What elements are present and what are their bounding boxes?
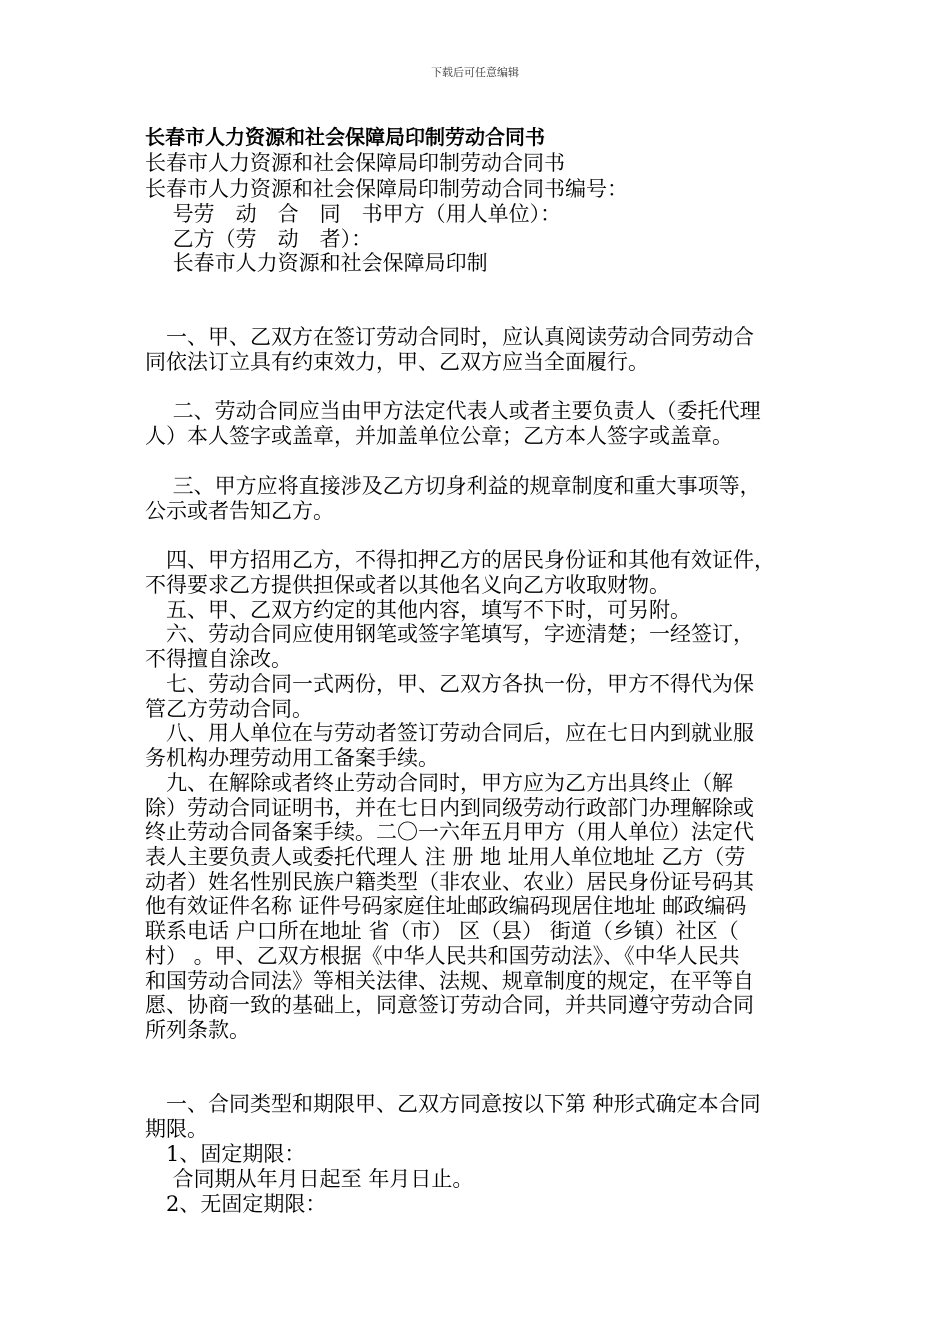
text-line: 一、甲、乙双方在签订劳动合同时，应认真阅读劳动合同劳动合 (145, 325, 754, 349)
text-line: 2、无固定期限： (145, 1192, 327, 1216)
text-line: 除）劳动合同证明书，并在七日内到同级劳动行政部门办理解除或 (145, 796, 754, 820)
text-line: 长春市人力资源和社会保障局印制劳动合同书 (145, 151, 565, 175)
text-line: 他有效证件名称 证件号码家庭住址邮政编码现居住地址 邮政编码 (145, 894, 747, 918)
text-line: 六、劳动合同应使用钢笔或签字笔填写，字迹清楚；一经签订， (145, 622, 754, 646)
text-line: 联系电话 户口所在地址 省（市） 区（县） 街道（乡镇）社区（ (145, 919, 739, 943)
text-line: 1、固定期限： (145, 1142, 306, 1166)
text-line: 号劳 动 合 同 书甲方（用人单位）： (145, 202, 562, 226)
text-line: 七、劳动合同一式两份，甲、乙双方各执一份，甲方不得代为保 (145, 672, 754, 696)
text-line: 公示或者告知乙方。 (145, 499, 334, 523)
text-line: 合同期从年月日起至 年月日止。 (145, 1167, 474, 1191)
text-line: 和国劳动合同法》等相关法律、法规、规章制度的规定，在平等自 (145, 969, 754, 993)
text-line: 乙方（劳 动 者）： (145, 227, 373, 251)
text-line: 同依法订立具有约束效力，甲、乙双方应当全面履行。 (145, 350, 649, 374)
text-line: 务机构办理劳动用工备案手续。 (145, 746, 439, 770)
text-line: 八、用人单位在与劳动者签订劳动合同后，应在七日内到就业服 (145, 721, 754, 745)
text-line: 期限。 (145, 1117, 208, 1141)
text-line: 不得要求乙方提供担保或者以其他名义向乙方收取财物。 (145, 573, 670, 597)
text-line: 动者）姓名性别民族户籍类型（非农业、农业）居民身份证号码其 (145, 870, 754, 894)
text-line: 四、甲方招用乙方，不得扣押乙方的居民身份证和其他有效证件， (145, 548, 775, 572)
text-line: 三、甲方应将直接涉及乙方切身利益的规章制度和重大事项等， (145, 474, 761, 498)
text-line: 村） 。甲、乙双方根据《中华人民共和国劳动法》、《中华人民共 (145, 944, 740, 968)
header-note: 下载后可任意编辑 (431, 66, 519, 79)
text-line: 人）本人签字或盖章，并加盖单位公章；乙方本人签字或盖章。 (145, 424, 733, 448)
text-line: 九、在解除或者终止劳动合同时，甲方应为乙方出具终止（解 (145, 771, 733, 795)
text-line: 所列条款。 (145, 1018, 250, 1042)
text-line: 五、甲、乙双方约定的其他内容，填写不下时，可另附。 (145, 598, 691, 622)
text-line: 终止劳动合同备案手续。二〇一六年五月甲方（用人单位）法定代 (145, 820, 754, 844)
text-line: 一、合同类型和期限甲、乙双方同意按以下第 种形式确定本合同 (145, 1092, 761, 1116)
text-line: 长春市人力资源和社会保障局印制劳动合同书编号： (145, 177, 628, 201)
text-line: 二、劳动合同应当由甲方法定代表人或者主要负责人（委托代理 (145, 399, 761, 423)
text-line: 管乙方劳动合同。 (145, 697, 313, 721)
text-line: 长春市人力资源和社会保障局印制 (145, 251, 488, 275)
text-line: 表人主要负责人或委托代理人 注 册 地 址用人单位地址 乙方（劳 (145, 845, 746, 869)
text-line: 不得擅自涂改。 (145, 647, 292, 671)
document-title: 长春市人力资源和社会保障局印制劳动合同书 (145, 125, 545, 149)
text-line: 愿、协商一致的基础上，同意签订劳动合同，并共同遵守劳动合同 (145, 993, 754, 1017)
